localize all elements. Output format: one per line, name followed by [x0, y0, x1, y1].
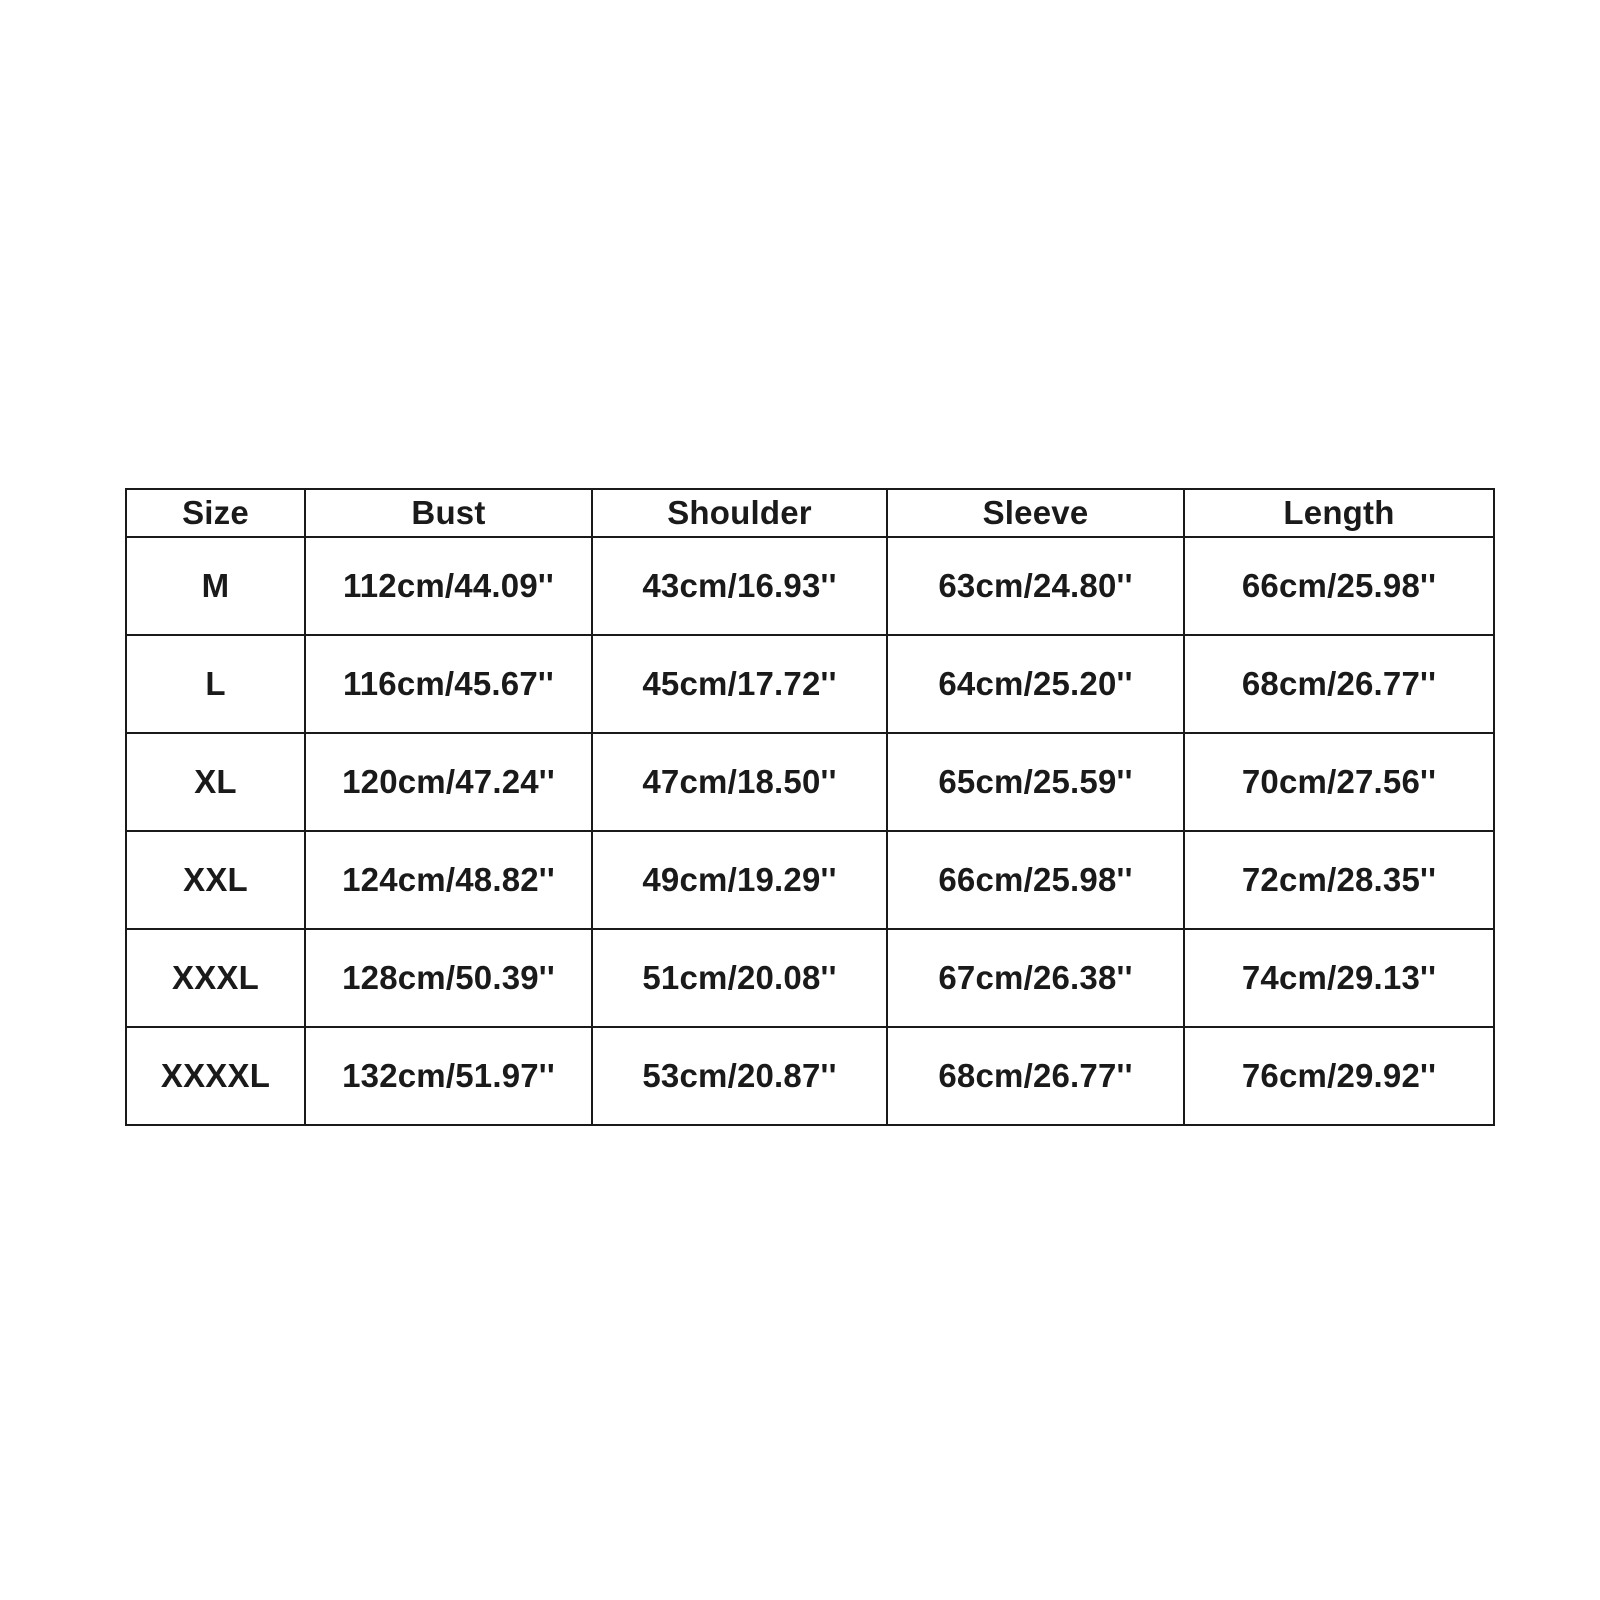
sleeve-cell: 66cm/25.98'': [887, 831, 1184, 929]
bust-cell: 120cm/47.24'': [305, 733, 592, 831]
size-cell: XXXL: [126, 929, 305, 1027]
header-sleeve: Sleeve: [887, 489, 1184, 537]
bust-cell: 124cm/48.82'': [305, 831, 592, 929]
table-row: [126, 733, 1494, 831]
header-row: [126, 489, 1494, 537]
shoulder-cell: 51cm/20.08'': [592, 929, 887, 1027]
shoulder-cell: 43cm/16.93'': [592, 537, 887, 635]
size-chart-table: [125, 488, 1495, 1126]
length-cell: 70cm/27.56'': [1184, 733, 1494, 831]
table-header: [126, 489, 1494, 537]
size-cell: XXL: [126, 831, 305, 929]
shoulder-cell: 45cm/17.72'': [592, 635, 887, 733]
header-bust: Bust: [305, 489, 592, 537]
bust-cell: 132cm/51.97'': [305, 1027, 592, 1125]
length-cell: 66cm/25.98'': [1184, 537, 1494, 635]
table-row: [126, 929, 1494, 1027]
length-cell: 74cm/29.13'': [1184, 929, 1494, 1027]
size-cell: XXXXL: [126, 1027, 305, 1125]
sleeve-cell: 64cm/25.20'': [887, 635, 1184, 733]
header-size: Size: [126, 489, 305, 537]
bust-cell: 128cm/50.39'': [305, 929, 592, 1027]
shoulder-cell: 47cm/18.50'': [592, 733, 887, 831]
header-length: Length: [1184, 489, 1494, 537]
sleeve-cell: 65cm/25.59'': [887, 733, 1184, 831]
table-row: [126, 537, 1494, 635]
header-shoulder: Shoulder: [592, 489, 887, 537]
shoulder-cell: 53cm/20.87'': [592, 1027, 887, 1125]
sleeve-cell: 63cm/24.80'': [887, 537, 1184, 635]
sleeve-cell: 68cm/26.77'': [887, 1027, 1184, 1125]
shoulder-cell: 49cm/19.29'': [592, 831, 887, 929]
bust-cell: 116cm/45.67'': [305, 635, 592, 733]
table-body: [126, 537, 1494, 1125]
length-cell: 68cm/26.77'': [1184, 635, 1494, 733]
bust-cell: 112cm/44.09'': [305, 537, 592, 635]
size-cell: XL: [126, 733, 305, 831]
sleeve-cell: 67cm/26.38'': [887, 929, 1184, 1027]
length-cell: 72cm/28.35'': [1184, 831, 1494, 929]
table-row: [126, 635, 1494, 733]
table-row: [126, 1027, 1494, 1125]
size-cell: M: [126, 537, 305, 635]
size-cell: L: [126, 635, 305, 733]
length-cell: 76cm/29.92'': [1184, 1027, 1494, 1125]
table-row: [126, 831, 1494, 929]
